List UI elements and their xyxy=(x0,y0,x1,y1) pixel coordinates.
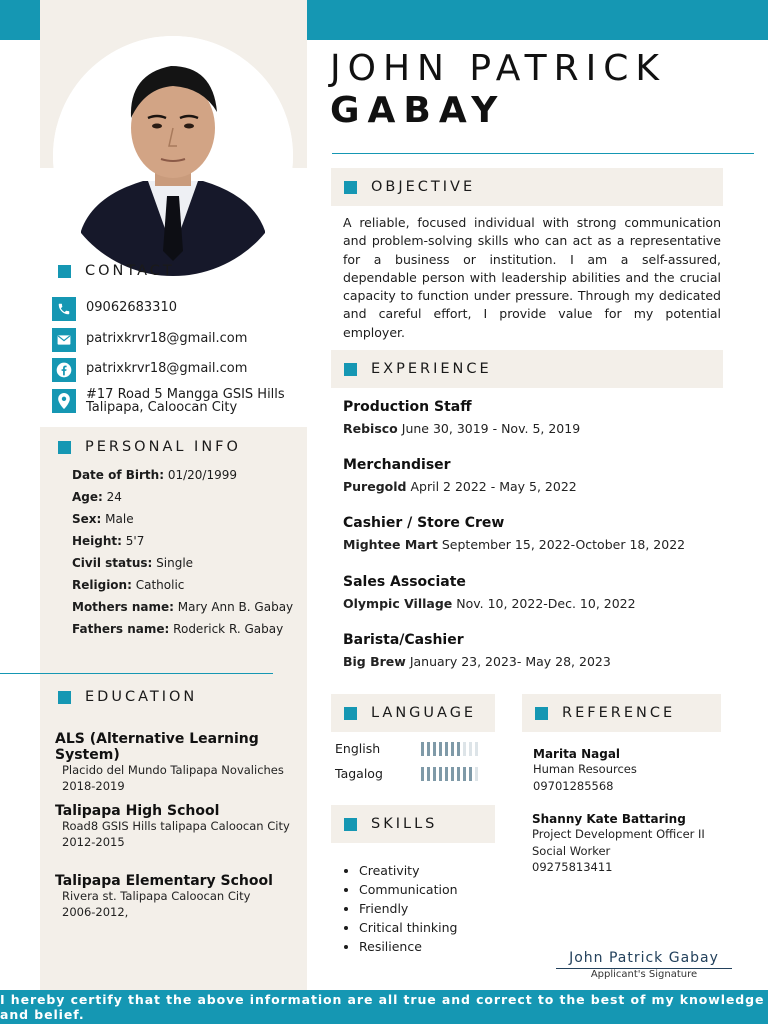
language-item: Tagalog xyxy=(335,761,478,786)
phone-number: 09062683310 xyxy=(86,300,177,315)
language-item: English xyxy=(335,736,478,761)
phone-icon xyxy=(52,297,76,321)
square-bullet-icon xyxy=(344,363,357,376)
name-last: GABAY xyxy=(330,90,506,131)
contact-facebook xyxy=(52,358,247,382)
language-level-bar xyxy=(457,767,460,781)
reference-heading: REFERENCE xyxy=(522,694,721,732)
top-left-accent-bar xyxy=(0,0,40,40)
name-underline xyxy=(332,153,754,154)
mail-icon xyxy=(52,328,76,352)
personal-info-item: Age: 24 xyxy=(72,490,122,504)
objective-heading: OBJECTIVE xyxy=(331,168,723,206)
square-bullet-icon xyxy=(535,707,548,720)
personal-info-list xyxy=(72,464,302,640)
location-pin-icon xyxy=(52,389,76,413)
signature-caption: Applicant's Signature xyxy=(590,969,698,980)
square-bullet-icon xyxy=(344,707,357,720)
objective-text: A reliable, focused individual with strong communication and problem-solving skills who can act as a representative for a business or institution. I am a self-assured, dependable person with leadership abilities and the crucial capacity to function under pressure. Through my dedicated and careful effort, I provide value for my potential employer. xyxy=(343,215,721,340)
language-level-bar xyxy=(427,767,430,781)
email-address: patrixkrvr18@gmail.com xyxy=(86,331,248,346)
experience-item: Cashier / Store Crew Mightee Mart September 15, 2022-October 18, 2022 xyxy=(343,515,686,552)
personal-info-heading: PERSONAL INFO xyxy=(58,439,241,455)
contact-address xyxy=(52,389,285,414)
address-line-1: #17 Road 5 Mangga GSIS Hills xyxy=(86,387,285,402)
square-bullet-icon xyxy=(344,818,357,831)
education-divider xyxy=(0,673,273,674)
education-item: Talipapa Elementary School Rivera st. Talipapa Caloocan City 2006-2012, xyxy=(55,873,273,919)
education-heading: EDUCATION xyxy=(58,689,197,705)
education-item: Talipapa High School Road8 GSIS Hills talipapa Caloocan City 2012-2015 xyxy=(55,803,290,849)
square-bullet-icon xyxy=(344,181,357,194)
language-level-bar xyxy=(451,742,454,756)
personal-info-item: Sex: Male xyxy=(72,512,134,526)
square-bullet-icon xyxy=(58,265,71,278)
language-level-bars xyxy=(421,767,478,781)
skill-item: • Resilience xyxy=(359,937,458,956)
experience-item: Sales Associate Olympic Village Nov. 10, 2022-Dec. 10, 2022 xyxy=(343,574,636,611)
square-bullet-icon xyxy=(58,691,71,704)
language-level-bar xyxy=(439,767,442,781)
language-level-bar xyxy=(421,767,424,781)
facebook-account: patrixkrvr18@gmail.com xyxy=(86,361,248,376)
education-item: ALS (Alternative Learning System) Placido del Mundo Talipapa Novaliches 2018-2019 xyxy=(55,731,284,793)
contact-heading: CONTACT xyxy=(58,263,175,279)
skill-item: • Friendly xyxy=(359,899,458,918)
language-level-bar xyxy=(469,742,472,756)
skill-item: • Communication xyxy=(359,880,458,899)
language-level-bar xyxy=(445,742,448,756)
language-level-bar xyxy=(475,767,478,781)
contact-email xyxy=(52,328,247,352)
experience-item: Production Staff Rebisco June 30, 3019 - Nov. 5, 2019 xyxy=(343,399,581,436)
language-level-bar xyxy=(433,767,436,781)
personal-info-item: Height: 5'7 xyxy=(72,534,145,548)
language-level-bar xyxy=(439,742,442,756)
language-level-bars xyxy=(421,742,478,756)
skill-item: • Critical thinking xyxy=(359,918,458,937)
name-first: JOHN PATRICK xyxy=(330,48,666,89)
experience-item: Merchandiser Puregold April 2 2022 - May 5, 2022 xyxy=(343,457,577,494)
square-bullet-icon xyxy=(58,441,71,454)
language-level-bar xyxy=(463,742,466,756)
skill-item: • Creativity xyxy=(359,861,458,880)
language-level-bar xyxy=(421,742,424,756)
signature-name: John Patrick Gabay xyxy=(569,950,719,966)
experience-item: Barista/Cashier Big Brew January 23, 2023- May 28, 2023 xyxy=(343,632,611,669)
personal-info-item: Date of Birth: 01/20/1999 xyxy=(72,468,238,482)
language-level-bar xyxy=(475,742,478,756)
language-heading: LANGUAGE xyxy=(331,694,495,732)
language-level-bar xyxy=(451,767,454,781)
certification-footer: I hereby certify that the above information are all true and correct to the best of my knowledge and belief. xyxy=(0,990,768,1024)
personal-info-item: Fathers name: Roderick R. Gabay xyxy=(72,622,284,636)
top-right-accent-bar xyxy=(307,0,768,40)
reference-item: Shanny Kate Battaring Project Development Officer II Social Worker 09275813411 xyxy=(532,812,705,874)
personal-info-item: Mothers name: Mary Ann B. Gabay xyxy=(72,600,294,614)
personal-info-item: Civil status: Single xyxy=(72,556,194,570)
reference-item: Marita Nagal Human Resources 09701285568 xyxy=(533,747,637,793)
language-level-bar xyxy=(427,742,430,756)
language-list xyxy=(335,736,478,786)
facebook-icon xyxy=(52,358,76,382)
skills-list xyxy=(331,861,458,956)
language-level-bar xyxy=(457,742,460,756)
experience-heading: EXPERIENCE xyxy=(331,350,723,388)
profile-photo xyxy=(53,36,293,276)
language-level-bar xyxy=(445,767,448,781)
language-level-bar xyxy=(463,767,466,781)
contact-phone xyxy=(52,297,177,321)
personal-info-item: Religion: Catholic xyxy=(72,578,185,592)
address-line-2: Talipapa, Caloocan City xyxy=(86,400,238,415)
skills-heading: SKILLS xyxy=(331,805,495,843)
language-level-bar xyxy=(469,767,472,781)
language-level-bar xyxy=(433,742,436,756)
